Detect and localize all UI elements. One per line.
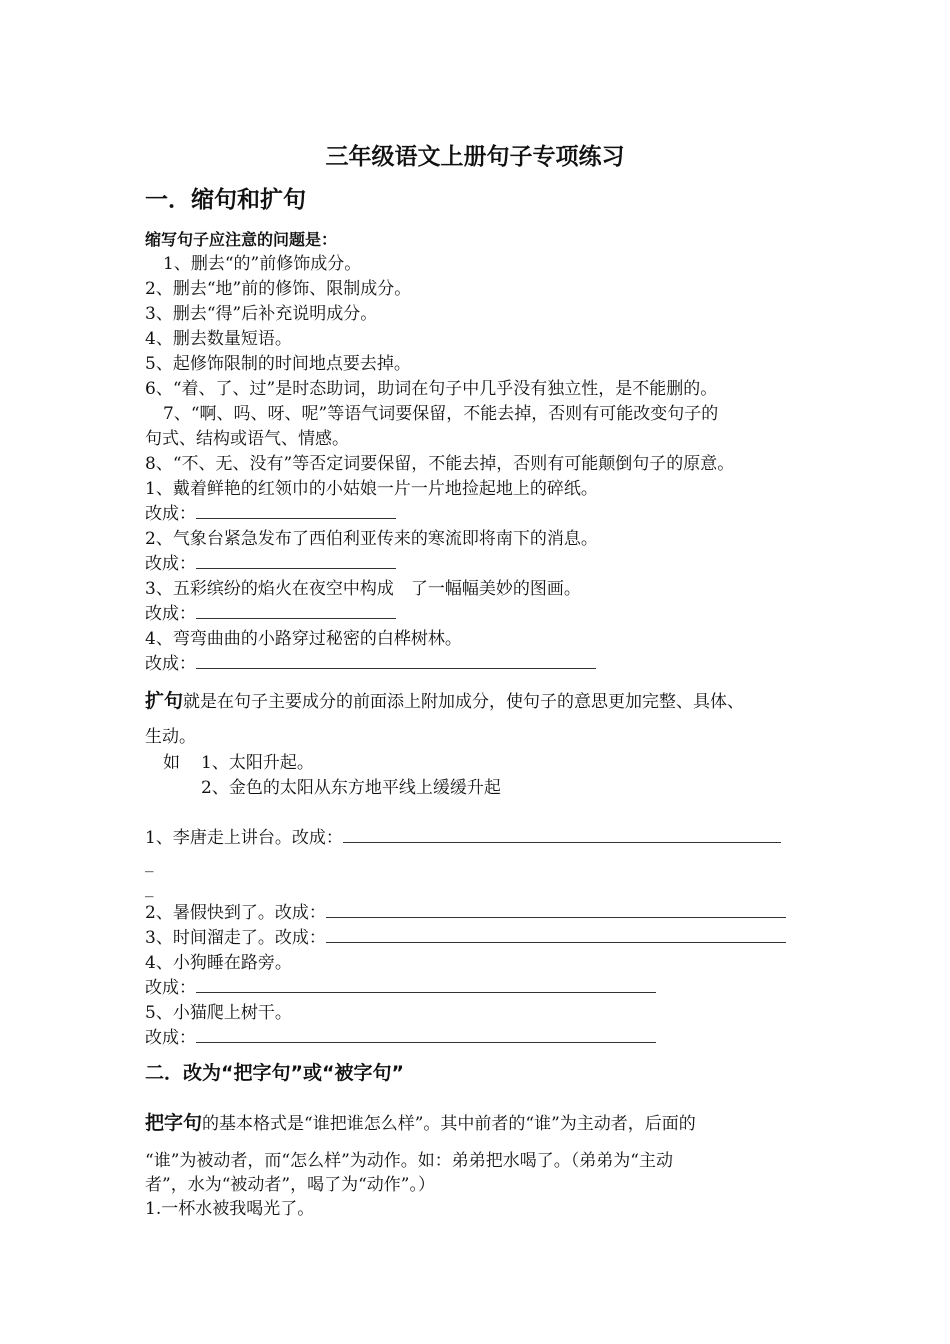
rule-item: 5、起修饰限制的时间地点要去掉。 (145, 354, 411, 374)
example-item: 1、太阳升起。 (201, 753, 314, 773)
answer-blank[interactable] (196, 1028, 656, 1043)
answer-line[interactable] (145, 603, 396, 625)
ba-definition (145, 1111, 696, 1136)
shrink-exercise: 2、气象台紧急发布了西伯利亚传来的寒流即将南下的消息。 (145, 529, 598, 549)
expand-exercise[interactable] (145, 927, 786, 949)
answer-label: 改成： (145, 1028, 196, 1048)
expand-definition (145, 689, 744, 714)
ba-exercise: 1.一杯水被我喝光了。 (145, 1199, 315, 1219)
expand-exercise[interactable] (145, 827, 781, 849)
answer-line[interactable] (145, 1027, 656, 1049)
rule-item: 7、“啊、吗、呀、呢”等语气词要保留，不能去掉，否则有可能改变句子的 (163, 404, 719, 424)
answer-blank[interactable] (196, 604, 396, 619)
answer-blank[interactable] (343, 828, 781, 843)
ba-definition-text: 的基本格式是“谁把谁怎么样”。其中前者的“谁”为主动者，后面的 (202, 1114, 696, 1134)
answer-line[interactable] (145, 553, 396, 575)
rule-item: 8、“不、无、没有”等否定词要保留，不能去掉，否则有可能颠倒句子的原意。 (145, 454, 735, 474)
answer-blank[interactable] (326, 928, 786, 943)
ba-definition-continued: “谁”为被动者，而“怎么样”为动作。如：弟弟把水喝了。（弟弟为“主动 (145, 1151, 673, 1171)
rule-item: 1、删去“的”前修饰成分。 (163, 254, 362, 274)
expand-exercise-text: 1、李唐走上讲台。改成： (145, 828, 343, 848)
rule-item: 3、删去“得”后补充说明成分。 (145, 304, 378, 324)
rule-item-continued: 句式、结构或语气、情感。 (145, 429, 349, 449)
section1-heading: 一．缩句和扩句 (145, 187, 306, 213)
expand-definition-continued: 生动。 (145, 727, 196, 747)
page-title: 三年级语文上册句子专项练习 (325, 144, 625, 170)
expand-exercise: 4、小狗睡在路旁。 (145, 953, 292, 973)
answer-line[interactable] (145, 977, 656, 999)
shrink-exercise: 4、弯弯曲曲的小路穿过秘密的白桦树林。 (145, 629, 462, 649)
answer-label: 改成： (145, 504, 196, 524)
answer-label: 改成： (145, 978, 196, 998)
stray-mark: _ (145, 878, 154, 898)
expand-exercise-text: 2、暑假快到了。改成： (145, 903, 326, 923)
expand-exercise: 5、小猫爬上树干。 (145, 1003, 292, 1023)
example-label: 如 (163, 753, 180, 773)
example-item: 2、金色的太阳从东方地平线上缓缓升起 (201, 778, 501, 798)
answer-line[interactable] (145, 653, 596, 675)
answer-label: 改成： (145, 654, 196, 674)
answer-label: 改成： (145, 554, 196, 574)
rules-heading: 缩写句子应注意的问题是： (145, 230, 338, 249)
stray-mark: _ (145, 853, 154, 873)
expand-exercise[interactable] (145, 902, 786, 924)
section2-heading: 二．改为“把字句”或“被字句” (145, 1062, 404, 1084)
answer-blank[interactable] (326, 903, 786, 918)
shrink-exercise: 1、戴着鲜艳的红领巾的小姑娘一片一片地捡起地上的碎纸。 (145, 479, 598, 499)
shrink-exercise: 3、五彩缤纷的焰火在夜空中构成 了一幅幅美妙的图画。 (145, 579, 581, 599)
expand-exercise-text: 3、时间溜走了。改成： (145, 928, 326, 948)
answer-line[interactable] (145, 503, 396, 525)
ba-term: 把字句 (145, 1112, 203, 1134)
rule-item: 4、删去数量短语。 (145, 329, 292, 349)
answer-blank[interactable] (196, 504, 396, 519)
ba-definition-continued: 者”，水为“被动者”，喝了为“动作”。） (145, 1175, 435, 1195)
expand-definition-text: 就是在句子主要成分的前面添上附加成分，使句子的意思更加完整、具体、 (183, 692, 745, 712)
answer-label: 改成： (145, 604, 196, 624)
answer-blank[interactable] (196, 978, 656, 993)
answer-blank[interactable] (196, 554, 396, 569)
rule-item: 6、“着、了、过”是时态助词，助词在句子中几乎没有独立性，是不能删的。 (145, 379, 718, 399)
rule-item: 2、删去“地”前的修饰、限制成分。 (145, 279, 412, 299)
expand-term: 扩句 (145, 690, 184, 712)
answer-blank[interactable] (196, 654, 596, 669)
